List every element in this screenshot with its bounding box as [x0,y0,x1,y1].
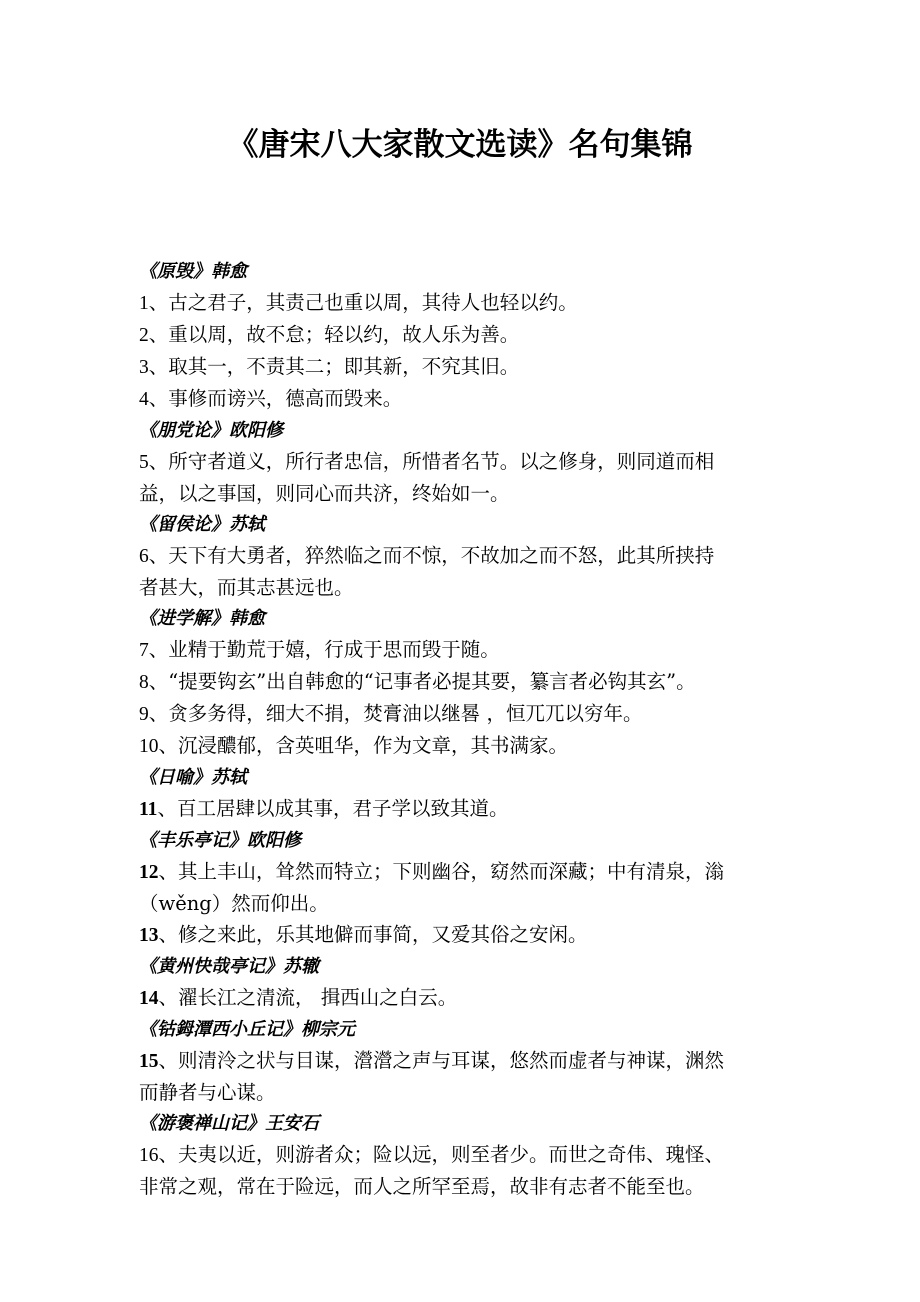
quote-line [139,478,789,509]
quote-number: 10 [139,736,159,757]
quote-list [139,256,789,1202]
quote-number: 12 [139,862,159,883]
page-title: 《唐宋八大家散文选读》名句集锦 [227,127,693,163]
quote-number: 16 [139,1145,159,1166]
quote-line [139,793,789,825]
quote-line [139,572,789,603]
section-heading: 《游褒禅山记》王安石 [139,1113,319,1134]
section-heading: 《进学解》韩愈 [139,608,265,629]
quote-text: 者甚大，而其志甚远也。 [139,576,354,599]
quote-text: 、所守者道义，所行者忠信，所惜者名节。以之修身，则同道而相 [148,450,715,473]
quote-line [139,919,789,951]
quote-text: 、重以周，故不怠；轻以约，故人乐为善。 [148,323,520,346]
quote-text: 非常之观，常在于险远，而人之所罕至焉，故非有志者不能至也。 [139,1175,705,1198]
section-heading: 《黄州快哉亭记》苏辙 [139,956,319,977]
quote-number: 5 [139,452,149,473]
quote-text: （wěng）然而仰出。 [139,892,329,915]
quote-line [139,319,789,351]
quote-text: 益，以之事国，则同心而共济，终始如一。 [139,482,510,505]
quote-line [139,1171,789,1202]
quote-number: 14 [139,988,159,1009]
quote-line [139,1139,789,1171]
quote-line [139,1045,789,1077]
quote-number: 2 [139,325,149,346]
quote-text: 、取其一，不责其二；即其新，不究其旧。 [148,355,520,378]
quote-line [139,698,789,730]
quote-number: 8 [139,672,149,693]
quote-text: 而静者与心谋。 [139,1081,276,1104]
quote-text: 、沉浸醲郁，含英咀华，作为文章，其书满家。 [158,734,569,757]
quote-text: 、古之君子，其责己也重以周，其待人也轻以约。 [148,291,578,314]
quote-text: 、贪多务得，细大不捐，焚膏油以继晷 ，恒兀兀以穷年。 [148,702,643,725]
quote-line [139,446,789,478]
quote-text: 、濯长江之清流， 揖西山之白云。 [158,986,458,1009]
quote-text: 、事修而谤兴，德高而毁来。 [148,387,403,410]
quote-line [139,351,789,383]
quote-line [139,540,789,572]
quote-number: 6 [139,546,149,567]
quote-number: 1 [139,293,149,314]
quote-line [139,666,789,698]
quote-text: 、夫夷以近，则游者众；险以远，则至者少。而世之奇伟、瑰怪、 [158,1143,725,1166]
section-heading: 《丰乐亭记》欧阳修 [139,830,301,851]
section-heading: 《原毁》韩愈 [139,261,247,282]
quote-number: 7 [139,640,149,661]
quote-number: 4 [139,389,149,410]
quote-text: 、百工居肆以成其事，君子学以致其道。 [157,797,509,820]
section-heading: 《日喻》苏轼 [139,767,247,788]
quote-line [139,730,789,762]
quote-line [139,634,789,666]
quote-number: 9 [139,704,149,725]
quote-line [139,888,789,919]
quote-line [139,383,789,415]
quote-line [139,287,789,319]
quote-number: 11 [139,799,158,820]
quote-number: 3 [139,357,149,378]
quote-text: 、天下有大勇者，猝然临之而不惊，不故加之而不怒，此其所挟持 [148,544,715,567]
quote-number: 13 [139,925,159,946]
quote-text: 、业精于勤荒于嬉，行成于思而毁于随。 [148,638,500,661]
quote-text: 、修之来此，乐其地僻而事简，又爱其俗之安闲。 [158,923,588,946]
quote-text: 、则清泠之状与目谋，瀯瀯之声与耳谋，悠然而虚者与神谋，渊然 [158,1049,725,1072]
section-heading: 《留侯论》苏轼 [139,514,265,535]
section-heading: 《朋党论》欧阳修 [139,420,283,441]
quote-line [139,856,789,888]
section-heading: 《钴鉧潭西小丘记》柳宗元 [139,1019,355,1040]
quote-line [139,982,789,1014]
quote-number: 15 [139,1051,159,1072]
quote-text: 、其上丰山，耸然而特立；下则幽谷，窈然而深藏；中有清泉，滃 [158,860,725,883]
quote-text: 、“提要钩玄”出自韩愈的“记事者必提其要，纂言者必钩其玄”。 [148,670,696,693]
quote-line [139,1077,789,1108]
